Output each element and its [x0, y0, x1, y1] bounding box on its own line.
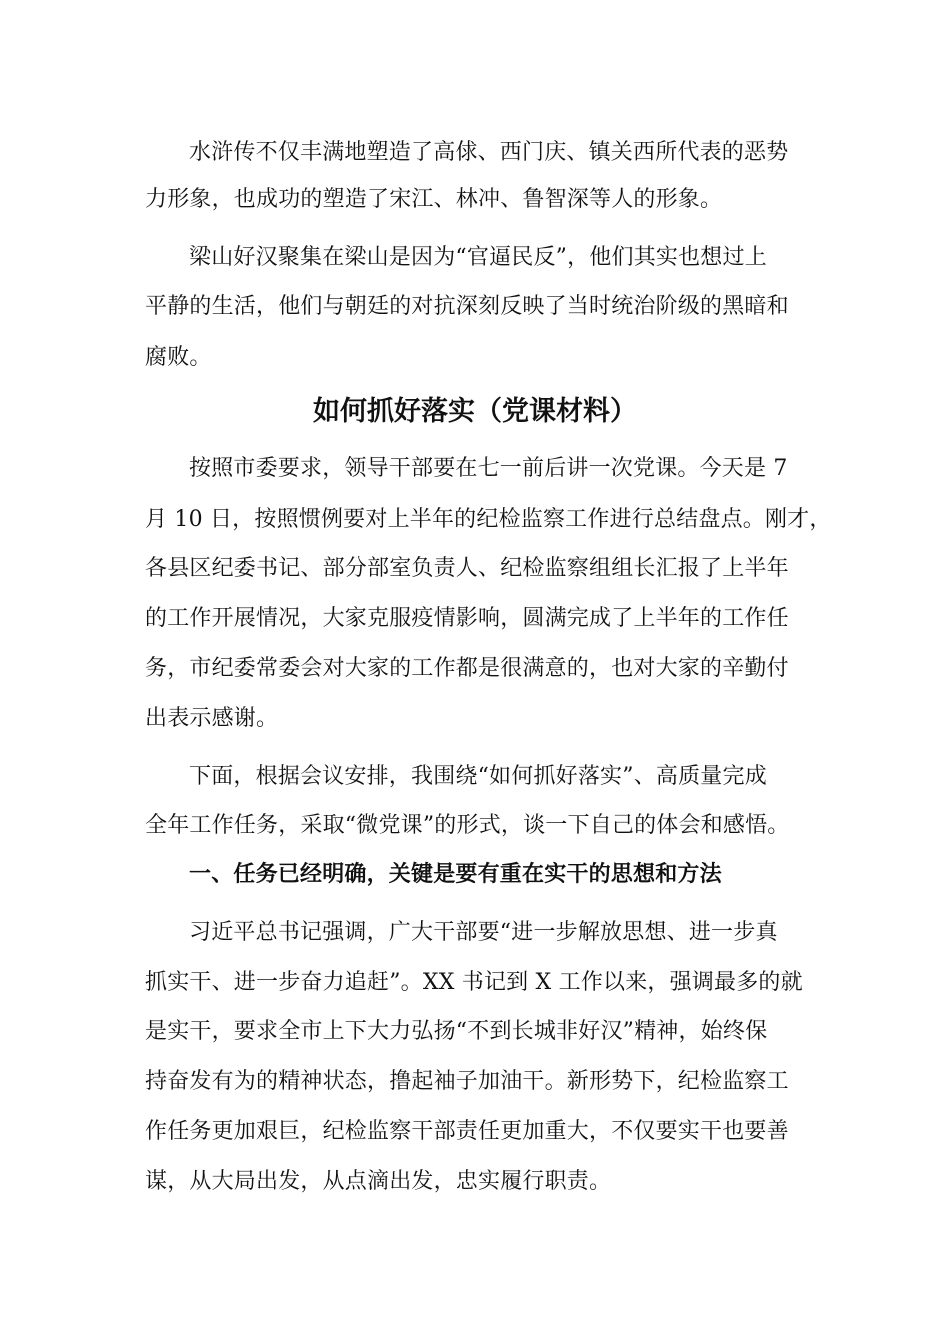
document-title: 如何抓好落实（党课材料）	[313, 396, 637, 427]
body-line-3: 各县区纪委书记、部分部室负责人、纪检监察组组长汇报了上半年	[145, 556, 789, 581]
section-line-6: 谋，从大局出发，从点滴出发，忠实履行职责。	[145, 1169, 612, 1194]
body-line-6: 出表示感谢。	[145, 706, 279, 731]
body-line-7: 下面，根据会议安排，我围绕“如何抓好落实”、高质量完成	[189, 764, 767, 789]
section-line-5: 作任务更加艰巨，纪检监察干部责任更加重大，不仅要实干也要善	[145, 1119, 789, 1144]
body-line-4: 的工作开展情况，大家克服疫情影响，圆满完成了上半年的工作任	[145, 606, 789, 631]
intro-line-1: 水浒传不仅丰满地塑造了高俅、西门庆、镇关西所代表的恶势	[189, 140, 789, 165]
body-line-2: 月 10 日，按照惯例要对上半年的纪检监察工作进行总结盘点。刚才，	[145, 507, 832, 532]
section-line-3: 是实干，要求全市上下大力弘扬“不到长城非好汉”精神，始终保	[145, 1019, 768, 1044]
body-line-1: 按照市委要求，领导干部要在七一前后讲一次党课。今天是 7	[189, 456, 788, 481]
intro-line-3: 梁山好汉聚集在梁山是因为“官逼民反”，他们其实也想过上	[189, 245, 767, 270]
intro-line-2: 力形象，也成功的塑造了宋江、林冲、鲁智深等人的形象。	[145, 187, 723, 212]
intro-line-5: 腐败。	[145, 345, 212, 370]
section-line-4: 持奋发有为的精神状态，撸起袖子加油干。新形势下，纪检监察工	[145, 1069, 789, 1094]
intro-line-4: 平静的生活，他们与朝廷的对抗深刻反映了当时统治阶级的黑暗和	[145, 294, 789, 319]
section-line-1: 习近平总书记强调，广大干部要“进一步解放思想、进一步真	[189, 920, 778, 945]
section-line-2: 抓实干、进一步奋力追赶”。XX 书记到 X 工作以来，强调最多的就	[145, 970, 803, 995]
body-line-5: 务，市纪委常委会对大家的工作都是很满意的，也对大家的辛勤付	[145, 656, 789, 681]
body-line-8: 全年工作任务，采取“微党课”的形式，谈一下自己的体会和感悟。	[145, 813, 790, 838]
section-heading: 一、任务已经明确，关键是要有重在实干的思想和方法	[189, 861, 722, 887]
